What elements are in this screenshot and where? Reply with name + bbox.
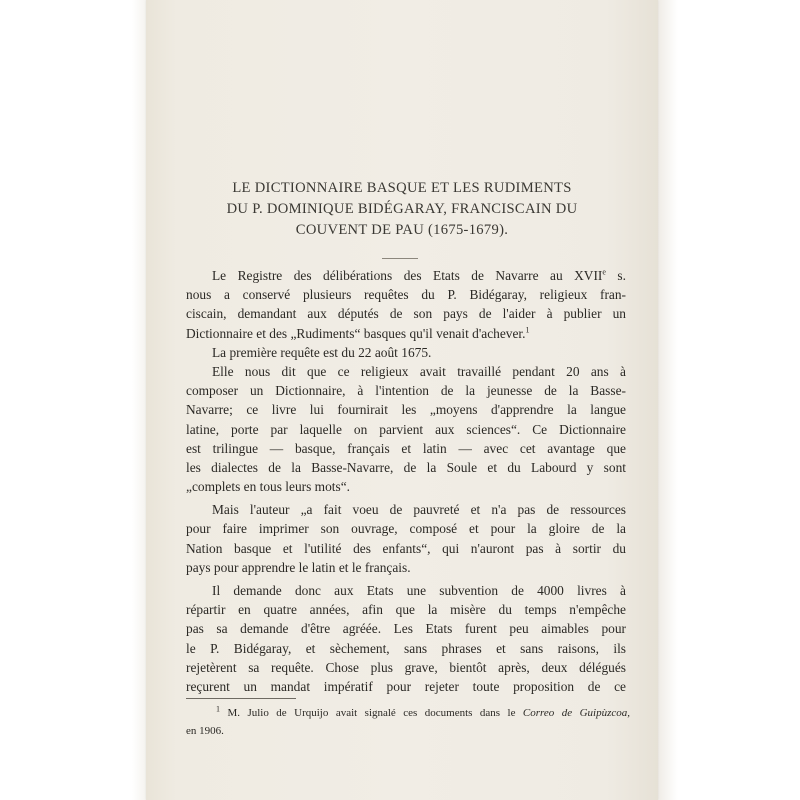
- body-line: ciscain, demandant aux députés de son pays de l'aider à publier un: [186, 306, 626, 322]
- body-line: le P. Bidégaray, et sèchement, sans phrases et sans raisons, ils: [186, 640, 626, 656]
- body-line: Le Registre des délibérations des Etats de Navarre au XVIIe s.: [212, 267, 626, 283]
- body-line: pays pour apprendre le latin et le français.: [186, 559, 411, 575]
- footnote-mark: 1: [216, 704, 220, 714]
- footnote-line: en 1906.: [186, 724, 224, 737]
- body-line: latine, porte par laquelle on parvient aux sciences“. Ce Dictionnaire: [186, 421, 626, 437]
- body-line: Navarre; ce livre lui fournirait les „moyens d'apprendre la langue: [186, 402, 626, 418]
- body-line: Nation basque et l'utilité des enfants“, qui n'auront pas à sortir du: [186, 540, 626, 556]
- scan-background-right: [658, 0, 800, 800]
- title-line-1: LE DICTIONNAIRE BASQUE ET LES RUDIMENTS: [232, 180, 572, 196]
- century-superscript: e: [602, 267, 606, 277]
- body-line: composer un Dictionnaire, à l'intention de la jeunesse de la Basse-: [186, 383, 626, 399]
- body-line: nous a conservé plusieurs requêtes du P. Bidégaray, religieux fran-: [186, 287, 626, 303]
- body-line: les dialectes de la Basse-Navarre, de la Soule et du Labourd y sont: [186, 459, 626, 475]
- body-line: est trilingue — basque, français et latin — avec cet avantage que: [186, 440, 626, 456]
- footnote-divider: [186, 698, 296, 699]
- body-line: reçurent un mandat impératif pour rejeter toute proposition de ce: [186, 678, 626, 694]
- body-line: Il demande donc aux Etats une subvention de 4000 livres à: [212, 583, 626, 598]
- footnote-line: $^1$ M. Julio de Urquijo avait signalé ces documents dans le Correo de Guipùzcoa,: [216, 704, 631, 719]
- article-body: [186, 266, 626, 696]
- title-line-3: COUVENT DE PAU (1675-1679).: [295, 222, 509, 238]
- title-line-2: DU P. DOMINIQUE BIDÉGARAY, FRANCISCAIN DU: [226, 201, 578, 217]
- newspaper-title: Correo de Guipùzcoa,: [522, 707, 631, 719]
- article-title: [166, 178, 638, 241]
- footnote: [186, 705, 630, 740]
- book-page: [146, 0, 658, 800]
- body-line: Mais l'auteur „a fait voeu de pauvreté et n'a pas de ressources: [212, 502, 626, 518]
- body-line: La première requête est du 22 août 1675.: [212, 344, 432, 360]
- scan-background-left: [0, 0, 150, 800]
- body-line: répartir en quatre années, afin que la misère du temps n'empêche: [186, 602, 626, 618]
- body-line: rejetèrent sa requête. Chose plus grave, bientôt après, deux délégués: [186, 659, 626, 675]
- body-line: Elle nous dit que ce religieux avait travaillé pendant 20 ans à: [212, 363, 626, 379]
- footnote-reference: 1: [525, 325, 530, 335]
- title-divider: [382, 258, 418, 259]
- body-line: Dictionnaire et des „Rudiments“ basques qu'il venait d'achever.$^1$: [186, 325, 530, 341]
- body-line: „complets en tous leurs mots“.: [186, 479, 351, 495]
- body-line: pour faire imprimer son ouvrage, composé et pour la gloire de la: [186, 521, 626, 537]
- body-line: pas sa demande d'être agréée. Les Etats furent peu aimables pour: [186, 621, 626, 637]
